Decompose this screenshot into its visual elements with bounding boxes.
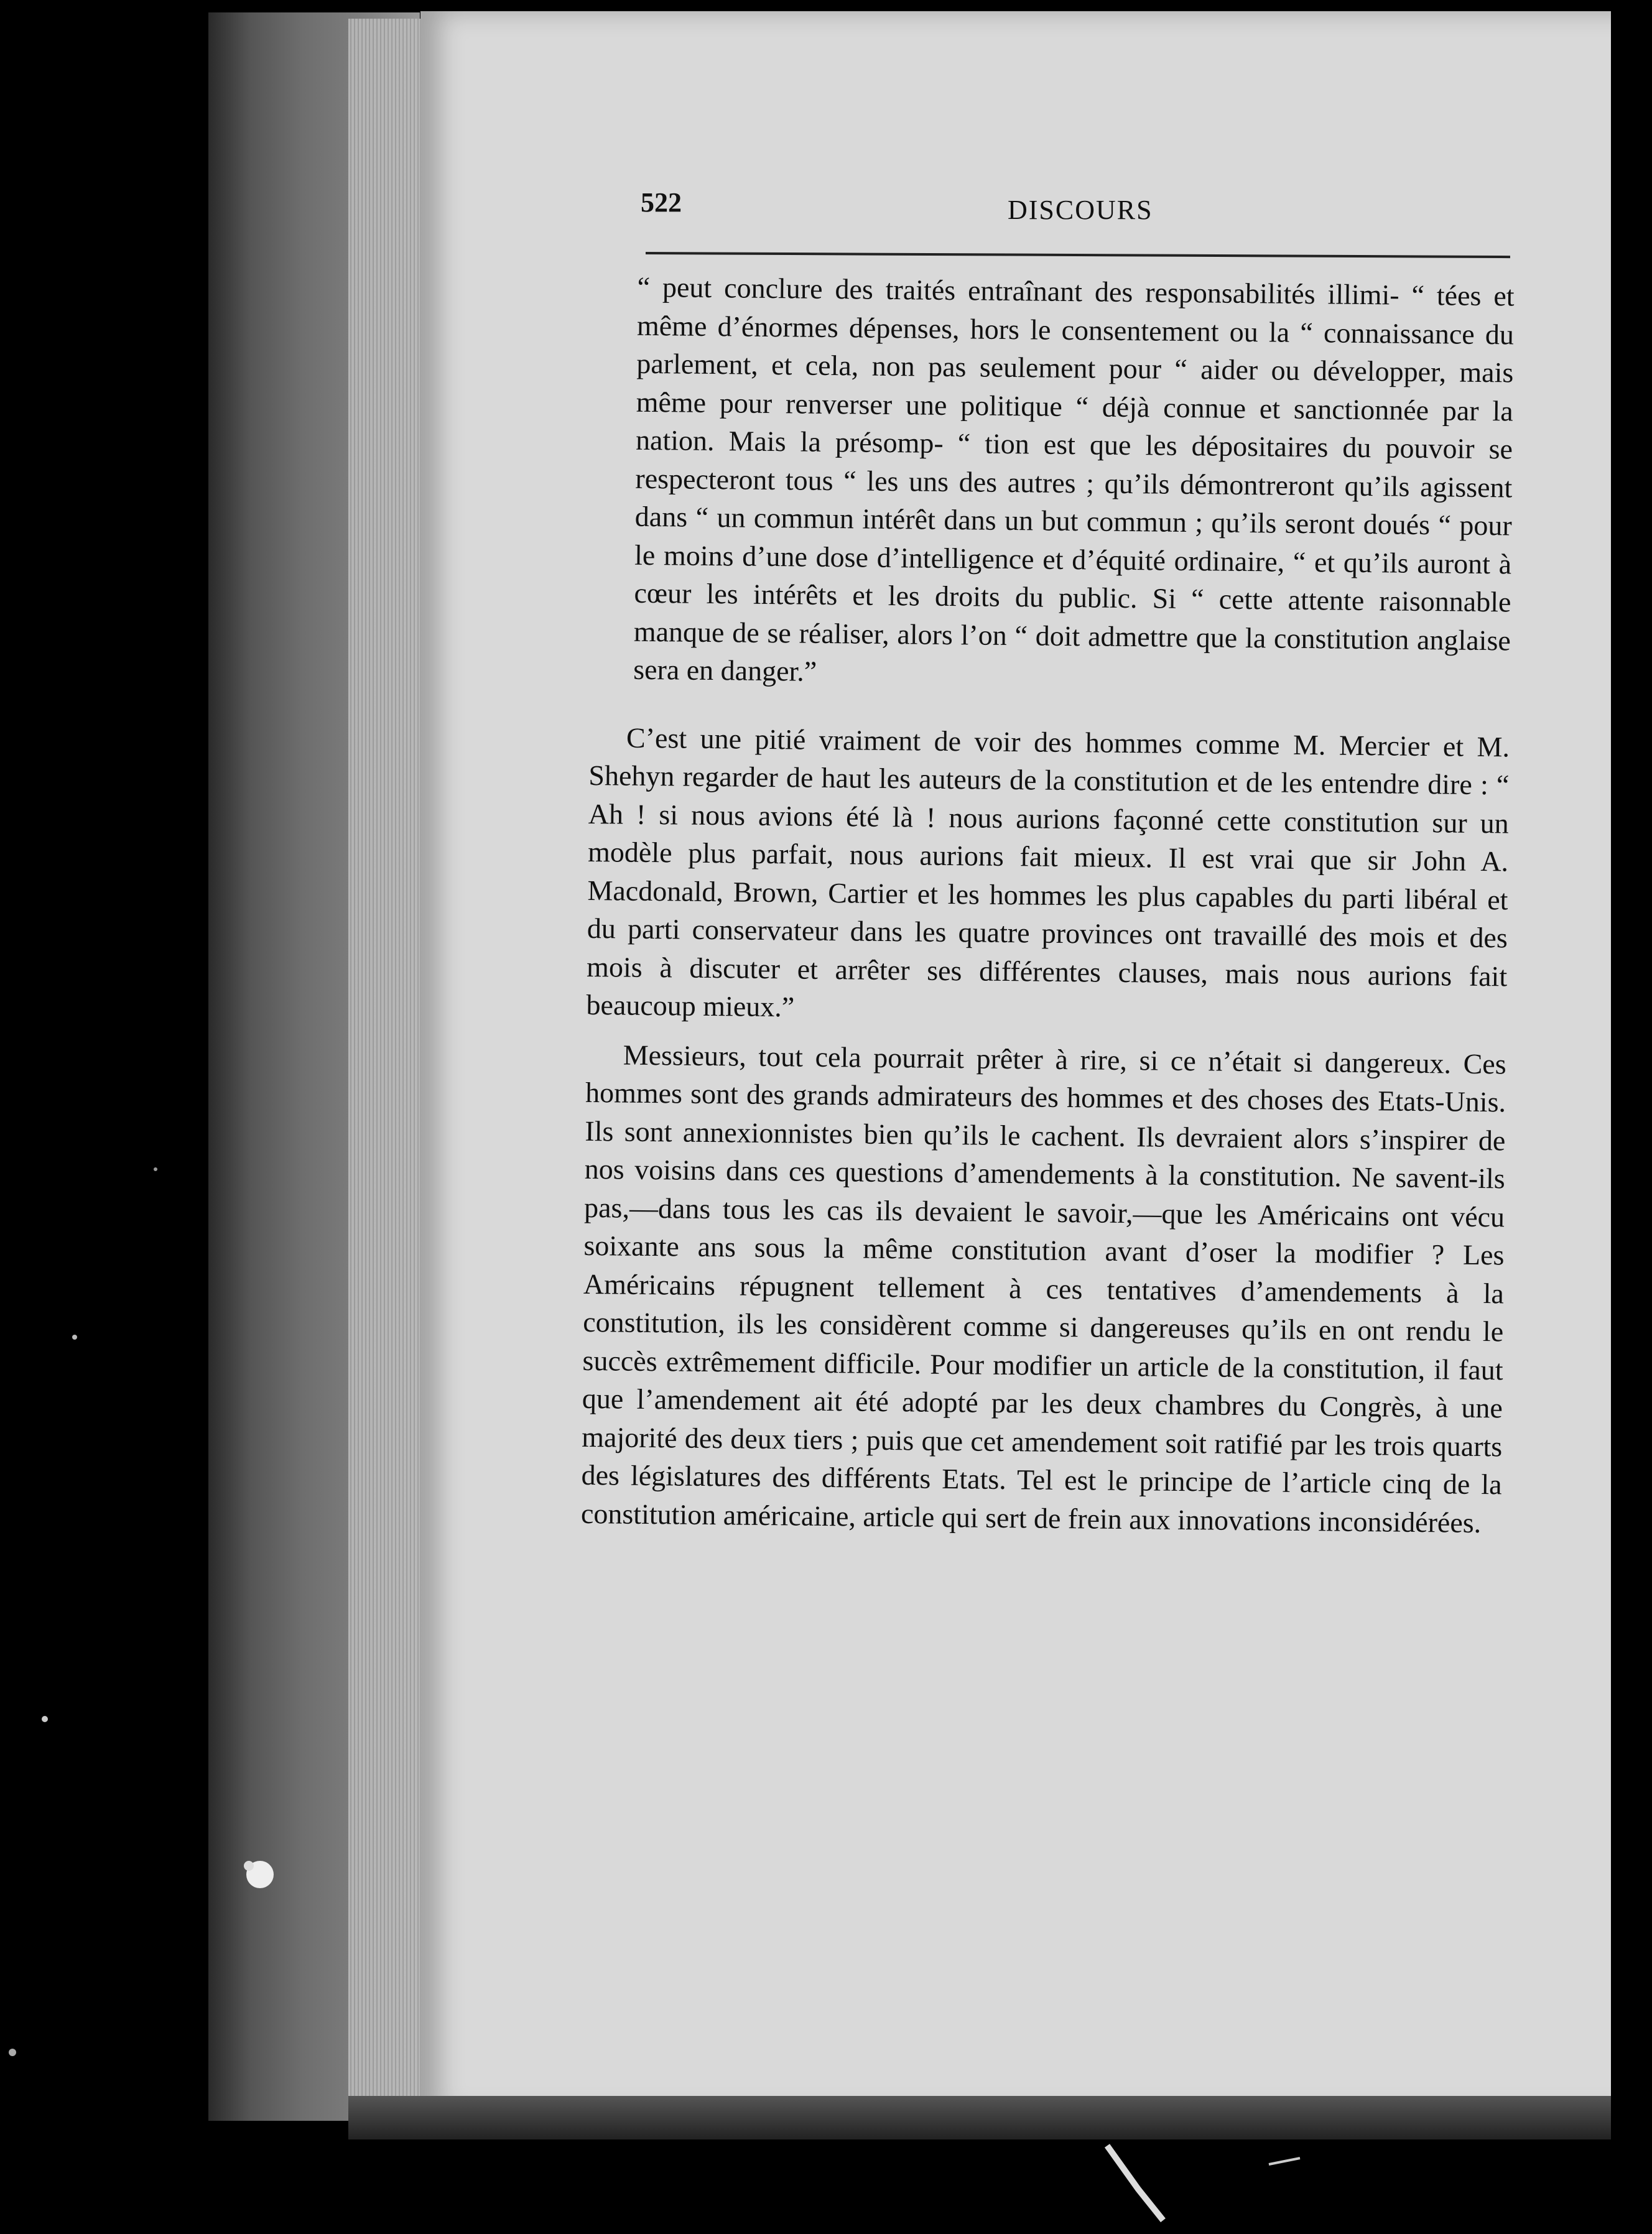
paragraph: C’est une pitié vraiment de voir des hommes comme M. Mercier et M. Shehyn regarder de haut les auteurs de la constitution et de les entendre dire : “ Ah ! si nous avions été là ! nous aurions façonné cette constitution sur un modèle plus parfait, nous aurions fait mieux. Il est vrai que sir John A. Macdonald, Brown, Cartier et les hommes les plus capables du parti libéral et du parti conservateur dans les quatre provinces ont travaillé des mois et des mois à discuter et arrêter ses différentes clauses, mais nous aurions fait beaucoup mieux.” [586, 721, 1510, 1023]
running-head: DISCOURS [1008, 195, 1153, 225]
stacked-page-edges [348, 19, 423, 2115]
quote-text: “ peut conclure des traités entraînant des responsabilités illimi- “ tées et même d’énormes dépenses, hors le consentement ou la “ connaissance du parlement, et cela, non pas seulement pour “ aider ou développer, mais même pour renverser une politique “ déjà connue et sanctionnée par la nation. Mais la présomp- “ tion est que les dépositaires du pouvoir se respecteront tous “ les uns des autres ; qu’ils démontreront qu’ils agissent dans “ un commun intérêt dans un but commun ; qu’ils seront doués “ pour le moins d’une dose d’intelligence et d’équité ordinaire, “ et qu’ils auront à cœur les intérêts et les droits du public. Si “ cette attente raisonnable manque de se réaliser, alors l’on “ doit admettre que la constitution anglaise sera en danger.” [633, 271, 1515, 687]
book-bottom-edge [348, 2096, 1636, 2139]
scan-right-border [1611, 0, 1652, 2234]
quoted-passage [633, 268, 1515, 698]
page-body [581, 267, 1515, 1542]
paragraph: Messieurs, tout cela pourrait prêter à rire, si ce n’était si dangereux. Ces hommes sont des grands admirateurs des hommes et des choses des Etats-Unis. Ils sont annexionnistes bien qu’ils le cachent. Ils devraient alors s’inspirer de nos voisins dans ces questions d’amendements à la constitution. Ne savent-ils pas,—dans tous les cas ils devaient le savoir,—que les Américains ont vécu soixante ans sous la même constitution avant d’oser la modifier ? Les Américains répugnent tellement à ces tentatives d’amendements à la constitution, ils les considèrent comme si dangereuses qu’ils en ont rendu le succès extrêmement difficile. Pour modifier un article de la constitution, il faut que l’amendement ait été adopté par les deux chambres du Congrès, à une majorité des deux tiers ; puis que cet amendement soit ratifié par les trois quarts des législatures des différents Etats. Tel est le principe de l’article cinq de la constitution américaine, article qui sert de frein aux innovations inconsidérées. [580, 1039, 1506, 1539]
page-number: 522 [641, 187, 682, 218]
page-header [641, 187, 1511, 243]
